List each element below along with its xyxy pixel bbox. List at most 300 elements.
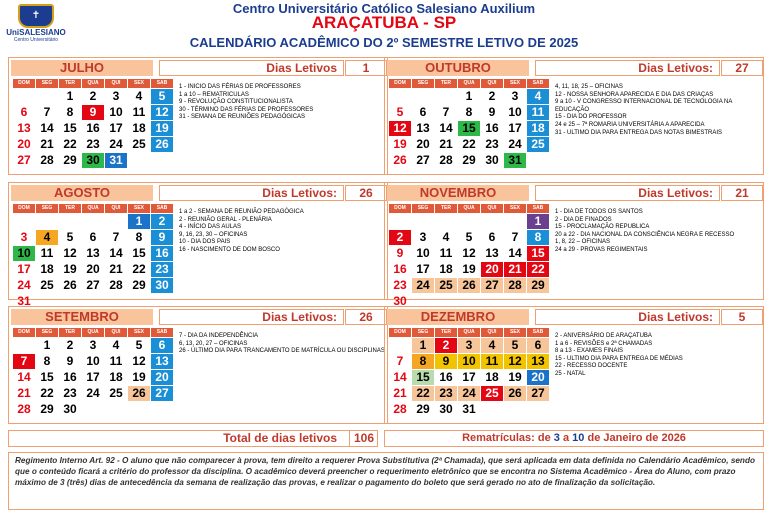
weekday-header: QUA	[458, 328, 480, 337]
events-list	[179, 333, 385, 356]
day-cell: 20	[17, 137, 31, 151]
day-cell: 7	[442, 105, 450, 119]
day-cell: 10	[458, 354, 480, 369]
weekday-header: SAB	[151, 204, 173, 213]
day-cell: 24	[86, 386, 100, 400]
empty-cell	[389, 89, 411, 104]
day-cell: 17	[86, 370, 100, 384]
event-item: 2 - DIA DE FINADOS	[555, 216, 612, 223]
day-cell: 26	[393, 153, 407, 167]
empty-cell	[504, 214, 526, 229]
day-cell: 8	[43, 354, 51, 368]
event-item: 16 - NASCIMENTO DE DOM BOSCO	[179, 246, 280, 253]
day-cell: 21	[439, 137, 453, 151]
day-cell: 6	[89, 230, 97, 244]
day-cell: 5	[151, 89, 173, 104]
day-cell: 28	[439, 153, 453, 167]
month-grid	[13, 204, 173, 309]
day-cell: 12	[462, 246, 476, 260]
day-cell: 11	[481, 354, 503, 369]
day-cell: 31	[504, 153, 526, 168]
shield-icon: ✝	[18, 4, 54, 28]
day-cell: 29	[416, 402, 430, 416]
day-cell: 6	[20, 105, 28, 119]
day-cell: 22	[412, 386, 434, 401]
day-cell: 5	[396, 105, 404, 119]
empty-cell	[389, 338, 411, 353]
weekday-header: SEX	[128, 79, 150, 88]
day-cell: 5	[465, 230, 473, 244]
empty-cell	[435, 89, 457, 104]
weekday-header: SEG	[412, 204, 434, 213]
event-item: 15 - DIA DO PROFESSOR	[555, 114, 627, 121]
day-cell: 13	[86, 246, 100, 260]
weekday-header: SEG	[36, 204, 58, 213]
weekday-header: QUI	[481, 79, 503, 88]
day-cell: 6	[488, 230, 496, 244]
empty-cell	[458, 214, 480, 229]
day-cell: 26	[128, 386, 150, 401]
day-cell: 25	[527, 137, 549, 152]
day-cell: 20	[416, 137, 430, 151]
weekday-header: SEX	[504, 204, 526, 213]
month-grid	[389, 204, 549, 309]
day-cell: 8	[135, 230, 143, 244]
event-item: 15 - ULTIMO DIA PARA ENTREGA DE MÉDIAS	[555, 355, 683, 362]
weekday-header: SEX	[128, 328, 150, 337]
event-item: 30 - TÉRMINO DAS FÉRIAS DE PROFESSORES	[179, 106, 314, 113]
day-cell: 15	[527, 246, 549, 261]
total-days-value: 106	[349, 431, 378, 446]
day-cell: 10	[109, 105, 123, 119]
day-cell: 30	[63, 402, 77, 416]
day-cell: 17	[508, 121, 522, 135]
calendar-novembro	[384, 182, 764, 308]
weekday-header: TER	[435, 328, 457, 337]
day-cell: 22	[462, 137, 476, 151]
days-label: Dias Letivos:	[159, 309, 344, 325]
days-label: Dias Letivos:	[535, 309, 720, 325]
events-list	[555, 84, 761, 137]
day-cell: 9	[396, 246, 404, 260]
day-cell: 3	[89, 338, 97, 352]
event-item: 1 a 6 - REVISÕES e 2ª CHAMADAS	[555, 340, 653, 347]
event-item: 7 - DIA DA INDEPENDÊNCIA	[179, 333, 259, 339]
day-cell: 31	[105, 153, 127, 168]
event-item: 1, 8, 22 – OFICINAS	[555, 239, 611, 246]
month-title: NOVEMBRO	[387, 185, 529, 201]
day-cell: 13	[151, 354, 173, 369]
day-cell: 13	[416, 121, 430, 135]
day-cell: 26	[458, 278, 480, 293]
weekday-header: SEX	[504, 328, 526, 337]
weekday-header: QUI	[105, 204, 127, 213]
event-item: 20 a 22 - DIA NACIONAL DA CONSCIÊNCIA NEGRA E RECESSO	[555, 231, 735, 238]
events-list	[555, 333, 761, 379]
day-cell: 21	[109, 262, 123, 276]
month-grid	[13, 328, 173, 417]
day-cell: 14	[393, 370, 407, 384]
day-cell: 15	[458, 121, 480, 136]
day-cell: 19	[132, 370, 146, 384]
day-cell: 28	[17, 402, 31, 416]
rematricula-day1: 3	[553, 432, 560, 444]
day-cell: 11	[40, 246, 54, 260]
day-cell: 30	[439, 402, 453, 416]
day-cell: 29	[63, 153, 77, 167]
day-cell: 23	[86, 137, 100, 151]
calendar-setembro	[8, 306, 388, 424]
day-cell: 30	[485, 153, 499, 167]
event-item: 9 - REVOLUÇÃO CONSTITUCIONALISTA	[179, 99, 293, 106]
event-item: 4, 11, 18, 25 – OFICINAS	[555, 84, 623, 90]
day-cell: 9	[488, 105, 496, 119]
day-cell: 1	[128, 214, 150, 229]
empty-cell	[412, 214, 434, 229]
weekday-header: TER	[59, 328, 81, 337]
month-title: AGOSTO	[11, 185, 153, 201]
rematricula-rest: de Janeiro de 2026	[587, 432, 686, 444]
event-item: 1 - DIA DE TODOS OS SANTOS	[555, 209, 643, 215]
day-cell: 11	[527, 105, 549, 120]
day-cell: 19	[462, 262, 476, 276]
day-cell: 16	[86, 121, 100, 135]
day-cell: 27	[481, 278, 503, 293]
event-item: 26 - ÚLTIMO DIA PARA TRANCAMENTO DE MATRÍCULA OU DISCIPLINAS	[179, 348, 385, 355]
day-cell: 28	[504, 278, 526, 293]
days-count: 27	[721, 60, 763, 76]
day-cell: 27	[527, 386, 549, 401]
day-cell: 14	[40, 121, 54, 135]
empty-cell	[412, 89, 434, 104]
calendar-outubro	[384, 57, 764, 175]
day-cell: 11	[439, 246, 453, 260]
day-cell: 6	[151, 338, 173, 353]
weekday-header: QUI	[105, 328, 127, 337]
rematricula-a: a	[562, 432, 570, 444]
day-cell: 21	[17, 386, 31, 400]
day-cell: 3	[511, 89, 519, 103]
day-cell: 18	[439, 262, 453, 276]
logo-name: UniSALESIANO	[6, 28, 66, 37]
day-cell: 2	[89, 89, 97, 103]
day-cell: 28	[109, 278, 123, 292]
city-title: ARAÇATUBA - SP	[311, 13, 457, 32]
day-cell: 13	[485, 246, 499, 260]
weekday-header: DOM	[389, 204, 411, 213]
day-cell: 8	[465, 105, 473, 119]
event-item: 9 a 10 - V CONGRESSO INTERNACIONAL DE TECNOLOGIA NA EDUCAÇÃO	[555, 99, 733, 113]
days-label: Dias Letivos	[159, 60, 344, 76]
day-cell: 10	[13, 246, 35, 261]
weekday-header: SEX	[504, 79, 526, 88]
day-cell: 14	[439, 121, 453, 135]
weekday-header: QUA	[82, 328, 104, 337]
empty-cell	[13, 89, 35, 104]
calendar-dezembro	[384, 306, 764, 424]
rematricula-box	[384, 430, 764, 447]
event-item: 25 - NATAL	[555, 370, 586, 377]
days-count: 21	[721, 185, 763, 201]
weekday-header: QUA	[458, 204, 480, 213]
day-cell: 3	[20, 230, 28, 244]
day-cell: 18	[527, 121, 549, 136]
empty-cell	[13, 338, 35, 353]
day-cell: 22	[132, 262, 146, 276]
empty-cell	[59, 214, 81, 229]
day-cell: 17	[416, 262, 430, 276]
month-grid	[13, 79, 173, 168]
day-cell: 10	[86, 354, 100, 368]
weekday-header: SEG	[412, 328, 434, 337]
event-item: 24 a 29 - PROVAS REGIMENTAIS	[555, 246, 648, 253]
empty-cell	[481, 214, 503, 229]
rematricula-label: Rematrículas:	[462, 432, 535, 444]
calendar-agosto	[8, 182, 388, 308]
day-cell: 17	[109, 121, 123, 135]
weekday-header: SEX	[128, 204, 150, 213]
days-count: 5	[721, 309, 763, 325]
day-cell: 12	[389, 121, 411, 136]
weekday-header: QUI	[105, 79, 127, 88]
weekday-header: DOM	[389, 79, 411, 88]
day-cell: 29	[132, 278, 146, 292]
days-count: 26	[345, 185, 387, 201]
day-cell: 10	[508, 105, 522, 119]
day-cell: 14	[17, 370, 31, 384]
day-cell: 14	[109, 246, 123, 260]
month-grid	[389, 328, 549, 417]
weekday-header: DOM	[13, 204, 35, 213]
day-cell: 4	[36, 230, 58, 245]
day-cell: 22	[63, 137, 77, 151]
day-cell: 29	[462, 153, 476, 167]
day-cell: 26	[504, 386, 526, 401]
day-cell: 29	[40, 402, 54, 416]
day-cell: 3	[458, 338, 480, 353]
day-cell: 16	[393, 262, 407, 276]
event-item: 1 a 2 - SEMANA DE REUNIÃO PEDAGÓGICA	[179, 209, 304, 215]
day-cell: 13	[17, 121, 31, 135]
weekday-header: SAB	[151, 79, 173, 88]
rematricula-de: de	[537, 432, 551, 444]
day-cell: 23	[393, 278, 407, 292]
day-cell: 9	[82, 105, 104, 120]
empty-cell	[82, 214, 104, 229]
month-title: SETEMBRO	[11, 309, 153, 325]
institution-name: Centro Universitário Católico Salesiano Auxilium	[232, 1, 536, 16]
weekday-header: QUA	[82, 79, 104, 88]
day-cell: 21	[40, 137, 54, 151]
day-cell: 9	[435, 354, 457, 369]
days-label: Dias Letivos:	[159, 185, 344, 201]
events-list	[179, 209, 385, 255]
day-cell: 27	[151, 386, 173, 401]
day-cell: 20	[527, 370, 549, 385]
event-item: 8 a 13 - EXAMES FINAIS	[555, 348, 624, 355]
day-cell: 9	[151, 230, 173, 245]
day-cell: 3	[112, 89, 120, 103]
page-title: CALENDÁRIO ACADÊMICO DO 2º SEMESTRE LETIVO DE 2025	[189, 35, 579, 50]
weekday-header: DOM	[13, 328, 35, 337]
event-item: 2 - REUNIÃO GERAL - PLENÁRIA	[179, 216, 272, 223]
event-item: 22 - RECESSO DOCENTE	[555, 363, 628, 370]
days-label: Dias Letivos:	[535, 185, 720, 201]
day-cell: 11	[132, 105, 146, 119]
day-cell: 5	[504, 338, 526, 353]
day-cell: 18	[132, 121, 146, 135]
weekday-header: SAB	[527, 328, 549, 337]
day-cell: 16	[63, 370, 77, 384]
weekday-header: TER	[59, 204, 81, 213]
event-item: 31 - ULTIMO DIA PARA ENTREGA DAS NOTAS BIMESTRAIS	[555, 129, 723, 136]
month-title: JULHO	[11, 60, 153, 76]
day-cell: 25	[481, 386, 503, 401]
days-count: 1	[345, 60, 387, 76]
day-cell: 18	[485, 370, 499, 384]
event-item: 24 e 25 – 7ª ROMARIA UNIVERSITÁRIA A APARECIDA	[555, 121, 705, 128]
day-cell: 12	[504, 354, 526, 369]
day-cell: 5	[135, 338, 143, 352]
regimento-note: Regimento Interno Art. 92 - O aluno que não comparecer à prova, tem direito a requerer Prova Substitutiva (2ª Chamada), que será aplicada em data definida no Calendário Acadêmico, sendo que o conteúdo ficará a critério do professor da disciplina. O acadêmico deverá preencher o requerimento eletrônico que se encontra no Sistema Acadêmico - Área do Aluno, com prazo máximo de 3 (três) dias de antecedência da semana de realização das provas, e realizar o pagamento do boleto que será gerado no ato de finalização da solicitação.	[8, 452, 764, 510]
month-grid	[389, 79, 549, 168]
days-count: 26	[345, 309, 387, 325]
day-cell: 6	[527, 338, 549, 353]
day-cell: 23	[435, 386, 457, 401]
rematricula-day2: 10	[572, 432, 585, 444]
empty-cell	[13, 214, 35, 229]
day-cell: 28	[393, 402, 407, 416]
empty-cell	[36, 214, 58, 229]
day-cell: 24	[412, 278, 434, 293]
day-cell: 4	[527, 89, 549, 104]
day-cell: 1	[412, 338, 434, 353]
empty-cell	[389, 214, 411, 229]
weekday-header: DOM	[389, 328, 411, 337]
day-cell: 7	[396, 354, 404, 368]
day-cell: 26	[151, 137, 173, 152]
day-cell: 2	[66, 338, 74, 352]
day-cell: 8	[412, 354, 434, 369]
day-cell: 15	[63, 121, 77, 135]
day-cell: 18	[40, 262, 54, 276]
day-cell: 3	[419, 230, 427, 244]
day-cell: 30	[151, 278, 173, 293]
weekday-header: TER	[435, 204, 457, 213]
day-cell: 23	[485, 137, 499, 151]
total-days-box	[8, 430, 378, 447]
day-cell: 19	[508, 370, 522, 384]
day-cell: 23	[151, 262, 173, 277]
events-list	[555, 209, 761, 255]
day-cell: 22	[527, 262, 549, 277]
weekday-header: DOM	[13, 79, 35, 88]
day-cell: 24	[458, 386, 480, 401]
day-cell: 27	[86, 278, 100, 292]
days-label: Dias Letivos:	[535, 60, 720, 76]
day-cell: 21	[504, 262, 526, 277]
logo-sub: Centro Universitário	[13, 37, 59, 43]
day-cell: 19	[151, 121, 173, 136]
day-cell: 27	[416, 153, 430, 167]
day-cell: 30	[393, 294, 407, 308]
day-cell: 2	[389, 230, 411, 245]
event-item: 9, 16, 23, 30 – OFICINAS	[179, 231, 248, 238]
day-cell: 14	[508, 246, 522, 260]
day-cell: 4	[481, 338, 503, 353]
weekday-header: SEG	[36, 328, 58, 337]
weekday-header: SEG	[412, 79, 434, 88]
day-cell: 12	[151, 105, 173, 120]
event-item: 31 - SEMANA DE REUNIÕES PEDAGÓGICAS	[179, 114, 306, 121]
day-cell: 5	[66, 230, 74, 244]
day-cell: 19	[393, 137, 407, 151]
weekday-header: SEG	[36, 79, 58, 88]
weekday-header: QUI	[481, 204, 503, 213]
day-cell: 8	[527, 230, 549, 245]
event-item: 4 - INÍCIO DAS AULAS	[179, 224, 242, 231]
day-cell: 15	[412, 370, 434, 385]
day-cell: 7	[43, 105, 51, 119]
weekday-header: SAB	[527, 79, 549, 88]
empty-cell	[435, 214, 457, 229]
day-cell: 25	[132, 137, 146, 151]
day-cell: 31	[462, 402, 476, 416]
day-cell: 25	[109, 386, 123, 400]
day-cell: 7	[112, 230, 120, 244]
day-cell: 11	[109, 354, 123, 368]
day-cell: 17	[462, 370, 476, 384]
day-cell: 4	[112, 338, 120, 352]
event-item: 6, 13, 20, 27 – OFICINAS	[179, 340, 248, 347]
day-cell: 18	[109, 370, 123, 384]
day-cell: 15	[132, 246, 146, 260]
day-cell: 28	[40, 153, 54, 167]
day-cell: 1	[465, 89, 473, 103]
month-title: OUTUBRO	[387, 60, 529, 76]
day-cell: 27	[17, 153, 31, 167]
day-cell: 21	[393, 386, 407, 400]
day-cell: 2	[488, 89, 496, 103]
day-cell: 2	[151, 214, 173, 229]
day-cell: 19	[63, 262, 77, 276]
day-cell: 16	[485, 121, 499, 135]
weekday-header: QUA	[82, 204, 104, 213]
day-cell: 20	[86, 262, 100, 276]
weekday-header: TER	[435, 79, 457, 88]
event-item: 10 - DIA DOS PAIS	[179, 239, 231, 246]
event-item: 2 - ANIVERSÁRIO DE ARAÇATUBA	[555, 333, 652, 339]
day-cell: 9	[66, 354, 74, 368]
day-cell: 16	[151, 246, 173, 261]
day-cell: 2	[435, 338, 457, 353]
events-list	[179, 84, 385, 122]
day-cell: 13	[527, 354, 549, 369]
day-cell: 17	[17, 262, 31, 276]
day-cell: 8	[66, 105, 74, 119]
month-title: DEZEMBRO	[387, 309, 529, 325]
day-cell: 7	[13, 354, 35, 369]
day-cell: 25	[435, 278, 457, 293]
event-item: 1 - INICIO DAS FÉRIAS DE PROFESSORES	[179, 84, 301, 90]
day-cell: 1	[66, 89, 74, 103]
day-cell: 16	[439, 370, 453, 384]
day-cell: 6	[419, 105, 427, 119]
day-cell: 24	[109, 137, 123, 151]
empty-cell	[36, 89, 58, 104]
day-cell: 23	[63, 386, 77, 400]
weekday-header: SAB	[527, 204, 549, 213]
